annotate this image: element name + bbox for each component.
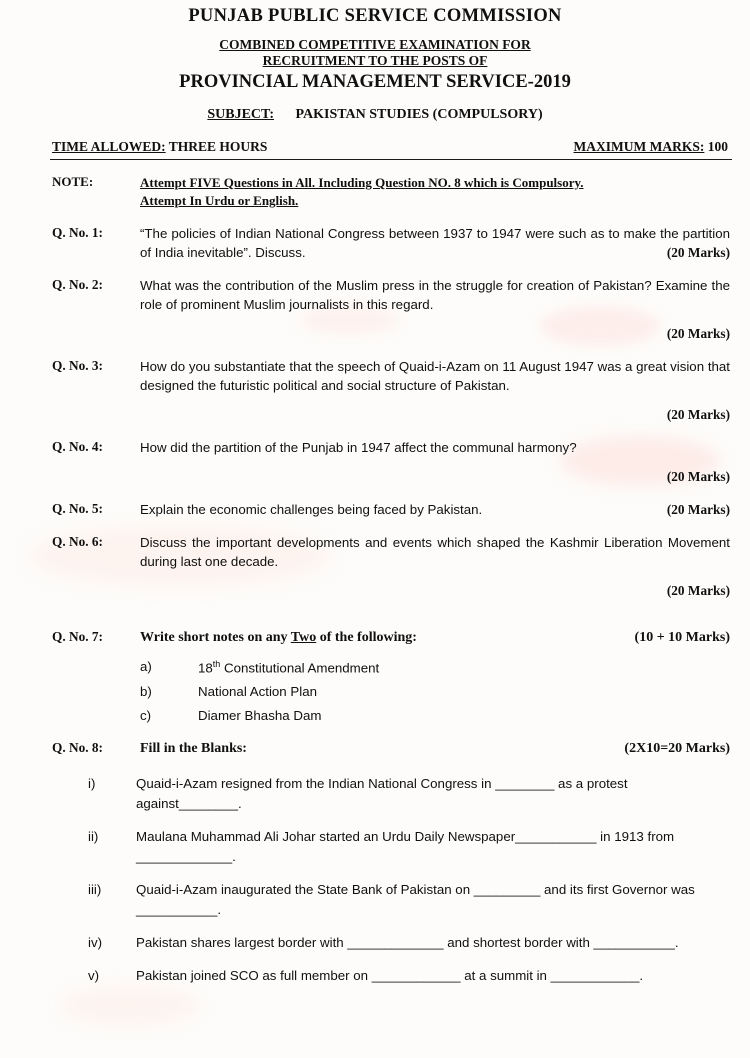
question-7-body (140, 628, 730, 647)
exam-paper-page (0, 6, 750, 1058)
option-a-text: 18th Constitutional Amendment (198, 659, 380, 676)
blank-item (88, 774, 728, 814)
question-3-marks: (20 Marks) (666, 407, 730, 422)
subject-row (0, 107, 750, 123)
blank-label-iii: iii) (88, 882, 102, 898)
blank-text-iv: Pakistan shares largest border with _____________ and shortest border with ___________. (136, 935, 679, 951)
question-1-text: “The policies of Indian National Congress between 1937 to 1947 were such as to make the partition of India inevitable”. Discuss. (140, 226, 730, 260)
question-7 (52, 628, 730, 647)
question-6-number: Q. No. 6: (52, 534, 103, 549)
maximum-marks-label: MAXIMUM MARKS: (573, 139, 705, 154)
blank-text-iii: Quaid-i-Azam inaugurated the State Bank of Pakistan on _________ and its first Governor was ___________. (136, 882, 695, 918)
blank-item (88, 933, 728, 953)
question-7-text-after: of the following: (316, 630, 417, 645)
question-5-body (140, 500, 730, 519)
question-7-option-b (140, 684, 750, 699)
note-body (140, 174, 584, 210)
blank-item (88, 880, 728, 920)
question-4-marks: (20 Marks) (666, 469, 730, 484)
exam-subheading-line2: RECRUITMENT TO THE POSTS OF (262, 53, 488, 68)
question-1 (52, 224, 730, 262)
question-5-marks: (20 Marks) (666, 502, 730, 517)
question-5 (52, 500, 730, 519)
scan-blotch (60, 986, 200, 1026)
question-3-number: Q. No. 3: (52, 358, 103, 373)
question-4-body (140, 438, 730, 486)
question-3-text: How do you substantiate that the speech of Quaid-i-Azam on 11 August 1947 was a great vision that designed the futuristic political and social structure of Pakistan. (140, 359, 730, 393)
question-2-marks: (20 Marks) (666, 326, 730, 341)
time-allowed (52, 139, 267, 155)
question-2-number: Q. No. 2: (52, 277, 103, 292)
question-7-text-underline: Two (290, 630, 317, 645)
blank-text-i: Quaid-i-Azam resigned from the Indian National Congress in ________ as a protest against________. (136, 776, 628, 812)
option-b-label: b) (140, 684, 152, 700)
question-6-marks: (20 Marks) (666, 583, 730, 598)
question-6 (52, 533, 730, 600)
maximum-marks (574, 139, 728, 155)
question-4-number: Q. No. 4: (52, 439, 103, 454)
question-4 (52, 438, 730, 486)
question-5-number: Q. No. 5: (52, 501, 103, 516)
subject-label: SUBJECT: (207, 107, 274, 122)
exam-subheading (0, 37, 750, 69)
header-divider (50, 159, 732, 160)
exam-meta-row (52, 139, 728, 155)
ordinal-suffix: th (212, 659, 221, 669)
commission-title: PUNJAB PUBLIC SERVICE COMMISSION (188, 6, 562, 26)
question-2-body (140, 276, 730, 343)
exam-subheading-line1: COMBINED COMPETITIVE EXAMINATION FOR (219, 37, 531, 52)
blank-item (88, 966, 728, 986)
question-8-marks: (2X10=20 Marks) (624, 741, 730, 757)
question-7-option-c (140, 708, 750, 723)
option-c-text: Diamer Bhasha Dam (198, 708, 322, 724)
question-2 (52, 276, 730, 343)
question-1-body (140, 224, 730, 262)
note-line-1: Attempt FIVE Questions in All. Including Question NO. 8 which is Compulsory. (140, 175, 584, 190)
subject-value: PAKISTAN STUDIES (COMPULSORY) (295, 107, 543, 122)
question-5-text: Explain the economic challenges being faced by Pakistan. (140, 502, 483, 517)
question-7-option-a (140, 659, 750, 675)
question-7-text-before: Write short notes on any (140, 630, 291, 645)
time-allowed-value: THREE HOURS (168, 139, 268, 154)
note-label: NOTE: (52, 174, 94, 189)
maximum-marks-value: 100 (707, 139, 728, 154)
blank-text-ii: Maulana Muhammad Ali Johar started an Urdu Daily Newspaper___________ in 1913 from _____________. (136, 829, 675, 865)
question-8-body (140, 739, 730, 758)
option-a-label: a) (140, 659, 152, 674)
question-2-text: What was the contribution of the Muslim press in the struggle for creation of Pakistan? Examine the role of prominent Muslim journalists in this regard. (140, 278, 730, 312)
option-c-label: c) (140, 708, 152, 724)
note-line-2: Attempt In Urdu or English. (140, 193, 299, 208)
question-3 (52, 357, 730, 424)
blank-label-iv: iv) (88, 935, 103, 951)
question-1-number: Q. No. 1: (52, 225, 103, 240)
blank-label-i: i) (88, 776, 96, 792)
question-4-text: How did the partition of the Punjab in 1947 affect the communal harmony? (140, 440, 577, 455)
time-allowed-label: TIME ALLOWED: (52, 139, 166, 154)
question-3-body (140, 357, 730, 424)
blank-label-v: v) (88, 968, 100, 984)
question-7-marks: (10 + 10 Marks) (634, 630, 730, 645)
exam-title: PROVINCIAL MANAGEMENT SERVICE-2019 (179, 72, 571, 92)
question-6-body (140, 533, 730, 600)
question-8-title: Fill in the Blanks: (140, 741, 247, 757)
option-b-text: National Action Plan (198, 684, 318, 700)
question-8-blanks (0, 774, 750, 986)
question-1-marks: (20 Marks) (666, 245, 730, 260)
question-6-text: Discuss the important developments and events which shaped the Kashmir Liberation Movement during last one decade. (140, 535, 730, 569)
question-8 (52, 739, 730, 758)
blank-text-v: Pakistan joined SCO as full member on ____________ at a summit in ____________. (136, 968, 644, 984)
question-7-number: Q. No. 7: (52, 629, 103, 644)
question-7-options (0, 659, 750, 723)
note-row (52, 174, 750, 210)
question-8-number: Q. No. 8: (52, 740, 103, 756)
blank-label-ii: ii) (88, 829, 99, 845)
blank-item (88, 827, 728, 867)
